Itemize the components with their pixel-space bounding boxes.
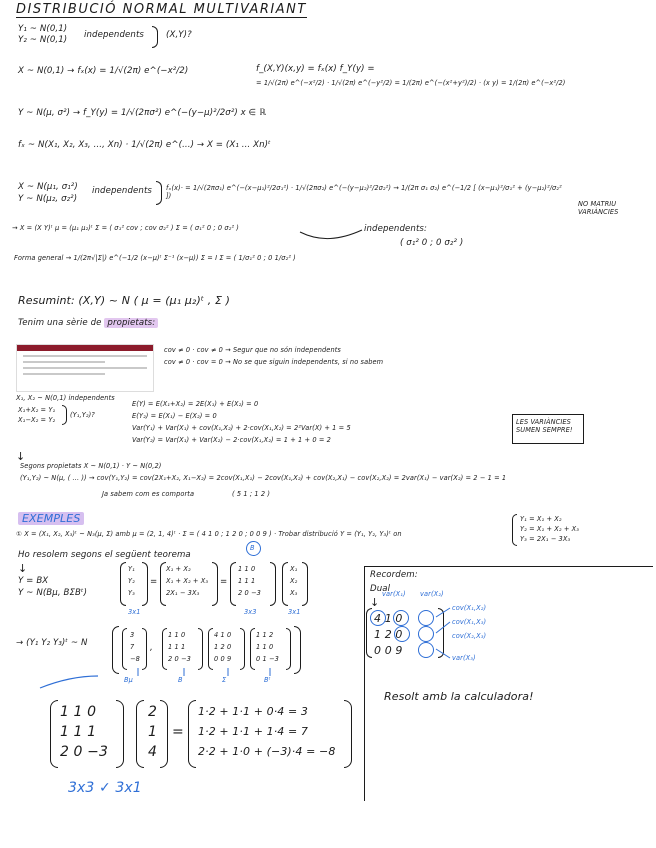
res-bt-3: 0 1 −3: [256, 655, 279, 663]
big-sum-bracket-right: [344, 700, 352, 768]
resum-tenim-highlight: propietats:: [104, 318, 158, 328]
sysvec-2: X₁ + X₂ + X₃: [166, 577, 209, 585]
sysvec-bracket-right: [212, 562, 218, 606]
props-conj: Ja sabem com es comporta: [102, 490, 195, 498]
block2-arrow-line: → X = (X Y)ᵗ μ = (μ₁ μ₂)ᵗ Σ = ( σ₁² cov ; cov σ₂² ) Σ = ( σ₁² 0 ; 0 σ₂² ): [12, 224, 239, 232]
big-sum-3: 2·2 + 1·0 + (−3)·4 = −8: [198, 745, 336, 758]
exemples-sys-2: Y₂ = X₁ + X₂ + X₃: [520, 525, 580, 533]
block2-y: Y ~ N(μ₂, σ₂²): [18, 194, 78, 204]
exemples-line-2: Ho resolem segons el següent teorema: [18, 550, 191, 560]
yvec-bracket-right: [142, 562, 148, 606]
big-mat-row-1: 1 1 0: [60, 704, 97, 720]
result-outer-bracket-right: [294, 626, 301, 674]
res-s-bracket-left: [208, 628, 213, 670]
resum-cov-1: cov ≠ 0 · cov ≠ 0 → Segur que no són independents: [164, 346, 341, 354]
intro-independent: independents: [84, 30, 145, 40]
yvec-1: Y₁: [128, 565, 135, 573]
result-outer-bracket-left: [112, 626, 119, 674]
block2-forma: Forma general → 1/(2π√|Σ|) e^(−1/2 (x−μ)ᵗ Σ⁻¹ (x−μ)) Σ = I Σ = ( 1/σ₁² 0 ; 0 1/σ₂² ): [14, 254, 296, 262]
sysvec-1: X₁ + X₂: [166, 565, 191, 573]
props-note: LES VARIÀNCIES SUMEN SEMPRE!: [516, 418, 573, 434]
xvec-bracket-left: [282, 562, 288, 606]
equals-sign-2: =: [220, 577, 228, 587]
recordem-ann-cov13: cov(X₁,X₃): [452, 618, 487, 626]
xvec-bracket-right: [302, 562, 308, 606]
big-vec-bracket-left: [136, 700, 144, 768]
dim-label-1: 3x1: [128, 608, 141, 616]
exemples-yb: Y = BX: [18, 576, 49, 586]
props-e2: E(Y₂) = E(X₁) − E(X₂) = 0: [132, 412, 217, 420]
recordem-circle-6: [418, 626, 434, 642]
props-pair: (Y₁,Y₂)?: [70, 411, 95, 419]
bmat-row-3: 2 0 −3: [238, 589, 261, 597]
recordem-title: Recordem:: [370, 570, 418, 580]
big-vec-bracket-right: [160, 700, 168, 768]
xvec-3: X₃: [290, 589, 298, 597]
bmat-bracket-left: [230, 562, 236, 606]
big-sum-2: 1·2 + 1·1 + 1·4 = 7: [198, 725, 309, 738]
recordem-mat-bracket-right: [438, 608, 444, 658]
res-mu-bracket-right: [142, 628, 147, 670]
recordem-row-2: 1 2 0: [374, 628, 403, 641]
recordem-circle-1: [370, 610, 386, 626]
matrix-b-label: B: [250, 544, 255, 552]
recordem-row-3: 0 0 9: [374, 644, 403, 657]
xvec-2: X₂: [290, 577, 298, 585]
res-bt-2: 1 1 0: [256, 643, 274, 651]
recordem-circle-3: [418, 642, 434, 658]
recordem-circle-4: [393, 610, 409, 626]
block2-formula: fₓ(x)· = 1/√(2πσ₁) e^(−(x−μ₁)²/2σ₁²) · 1/√(2πσ₂) e^(−(y−μ₂)²/2σ₂²) → 1/(2π σ₁ σ₂) e^(−1/2 [ (x−μ₁)²/σ₁² + (y−μ₂)²/σ₂² ]): [166, 184, 562, 200]
intro-line-2: Y₂ ~ N(0,1): [18, 35, 68, 45]
bmat-row-1: 1 1 0: [238, 565, 256, 573]
resum-cov-2: cov ≠ 0 · cov = 0 → No se que siguin independents, si no sabem: [164, 358, 384, 366]
props-x2: X₁−X₂ = Y₂: [18, 416, 56, 424]
recordem-circle-2: [394, 626, 410, 642]
props-bracket: [62, 405, 67, 425]
props-cov: (Y₁,Y₂) ~ N(μ, ( ... )) → cov(Y₁,Y₂) = cov(2X₁+X₂, X₁−X₂) = 2cov(X₁,X₁) − 2cov(X₁,X₂) + cov(X₂,X₁) − cov(X₂,X₂) = 2var(X₁) − var(X₂) = 2 − 1 = 1: [20, 474, 507, 482]
recordem-ann-cov23: cov(X₂,X₃): [452, 632, 487, 640]
res-s-bracket-right: [240, 628, 245, 670]
exemples-arrow: ↓: [18, 562, 28, 575]
result-lhs: → (Y₁ Y₂ Y₃)ᵗ ~ N: [16, 638, 88, 648]
result-label-b: B: [178, 676, 183, 684]
big-vec-1: 2: [148, 704, 158, 720]
res-bt-1: 1 1 2: [256, 631, 274, 639]
res-b-bracket-left: [162, 628, 167, 670]
bmat-row-2: 1 1 1: [238, 577, 256, 585]
res-mu-3: −8: [130, 655, 140, 663]
big-mat-row-3: 2 0 −3: [60, 744, 108, 760]
bmat-bracket-right: [270, 562, 276, 606]
props-mat: ( 5 1 ; 1 2 ): [232, 490, 271, 498]
res-s-3: 0 0 9: [214, 655, 232, 663]
resum-line: Resumint: (X,Y) ~ N ( μ = (μ₁ μ₂)ᵗ , Σ ): [18, 294, 231, 307]
props-x1: X₁+X₂ = Y₁: [18, 406, 56, 414]
intro-line-5: fₓ ~ N(X₁, X₂, X₃, ..., Xn) · 1/√(2π) e^(...) → X = (X₁ ... Xn)ᵗ: [18, 140, 271, 150]
recordem-arrow: ↓: [370, 596, 380, 609]
resum-tenim-prefix: Tenim una sèrie de: [18, 318, 102, 328]
sysvec-3: 2X₁ − 3X₃: [166, 589, 200, 597]
recordem-ann-cov12: cov(X₁,X₂): [452, 604, 487, 612]
res-s-2: 1 2 0: [214, 643, 232, 651]
intro-line-3: X ~ N(0,1) → fₓ(x) = 1/√(2π) e^(−x²/2): [18, 66, 189, 76]
exemples-label: [18, 512, 84, 525]
yvec-3: Y₃: [128, 589, 135, 597]
yvec-2: Y₂: [128, 577, 135, 585]
props-head: X₁, X₂ ~ N(0,1) independents: [16, 394, 115, 402]
big-mat-bracket-right: [116, 700, 124, 768]
recordem-sub: Dual: [370, 584, 391, 594]
block2-independents: independents: [92, 186, 153, 196]
exemples-line-1: ① X = (X₁, X₂, X₃)ᵗ ~ N₃(μ, Σ) amb μ = (2, 1, 4)ᵗ · Σ = ( 4 1 0 ; 1 2 0 ; 0 0 9 ) · Trobar distribució Y = (Y₁, Y₂, Y₃)ᵗ on: [16, 530, 402, 538]
exemples-label-text: EXEMPLES: [18, 512, 84, 525]
recordem-circle-5: [418, 610, 434, 626]
big-sum-bracket-left: [188, 700, 196, 768]
intro-bracket: [152, 26, 158, 48]
intro-line-4: Y ~ N(μ, σ²) → f_Y(y) = 1/√(2πσ²) e^(−(y−μ)²/2σ²) x ∈ ℝ: [18, 108, 266, 118]
exemples-sys-3: Y₃ = 2X₁ − 3X₃: [520, 535, 571, 543]
block2-note: NO MATRIU VARIÀNCIES: [578, 200, 619, 216]
yvec-bracket-left: [120, 562, 126, 606]
res-mu-2: 7: [130, 643, 135, 651]
res-b-2: 1 1 1: [168, 643, 186, 651]
res-b-3: 2 0 −3: [168, 655, 191, 663]
props-e3: Var(Y₁) + Var(X₁) + cov(X₁,X₂) + 2·cov(X₁,X₂) = 2²Var(X) + 1 = 5: [132, 424, 351, 432]
recordem-foot: Resolt amb la calculadora!: [384, 690, 534, 703]
xvec-1: X₁: [290, 565, 298, 573]
big-mat-row-2: 1 1 1: [60, 724, 97, 740]
embedded-slide-thumbnail: [16, 344, 154, 392]
res-mu-bracket-left: [122, 628, 127, 670]
dim-label-3: 3x1: [288, 608, 301, 616]
block2-x: X ~ N(μ₁, σ₁²): [18, 182, 78, 192]
props-e1: E(Y) = E(X₁+X₂) = 2E(X₁) + E(X₂) = 0: [132, 400, 259, 408]
res-bt-bracket-left: [250, 628, 255, 670]
recordem-ann-var3: var(X₃): [452, 654, 476, 662]
intro-line-1: Y₁ ~ N(0,1): [18, 24, 68, 34]
equals-sign-1: =: [150, 577, 158, 587]
recordem-row-1: 4 1 0: [374, 612, 403, 625]
big-vec-2: 1: [148, 724, 158, 740]
recordem-ann-var1: var(X₁): [382, 590, 406, 598]
page-title: DISTRIBUCIÓ NORMAL MULTIVARIANT: [16, 2, 307, 17]
recordem-box: [364, 566, 653, 801]
res-b-1: 1 1 0: [168, 631, 186, 639]
big-equals: =: [172, 724, 184, 740]
result-label-sigma: Σ: [222, 676, 227, 684]
block2-indep-matrix: ( σ₁² 0 ; 0 σ₂² ): [400, 238, 464, 248]
res-mu-1: 3: [130, 631, 135, 639]
big-mat-bracket-left: [50, 700, 58, 768]
exemples-sys-bracket: [512, 514, 517, 546]
intro-right-1: f_(X,Y)(x,y) = fₓ(x) f_Y(y) =: [256, 64, 375, 74]
result-comma: ,: [150, 643, 153, 653]
big-vec-3: 4: [148, 744, 158, 760]
result-label-bt: Bᵗ: [264, 676, 271, 684]
recordem-ann-var2: var(X₂): [420, 590, 444, 598]
big-sum-1: 1·2 + 1·1 + 0·4 = 3: [198, 705, 309, 718]
props-e4: Var(Y₂) = Var(X₁) + Var(X₂) − 2·cov(X₁,X₂) = 1 + 1 + 0 = 2: [132, 436, 331, 444]
dimension-check: 3x3 ✓ 3x1: [68, 780, 142, 796]
intro-vector: (X,Y)?: [166, 30, 192, 40]
res-s-1: 4 1 0: [214, 631, 232, 639]
props-arrow: ↓: [16, 450, 26, 463]
block2-bracket: [156, 181, 162, 205]
exemples-sys-1: Y₁ = X₁ + X₂: [520, 515, 562, 523]
dim-label-2: 3x3: [244, 608, 257, 616]
props-seg: Segons propietats X ~ N(0,1) · Y ~ N(0,2): [20, 462, 162, 470]
block2-indep: independents:: [364, 224, 427, 234]
res-bt-bracket-right: [286, 628, 291, 670]
res-b-bracket-right: [198, 628, 203, 670]
resum-tenim: [18, 318, 158, 329]
exemples-yn: Y ~ N(Bμ, BΣBᵗ): [18, 588, 88, 598]
intro-right-2: = 1/√(2π) e^(−x²/2) · 1/√(2π) e^(−y²/2) = 1/(2π) e^(−(x²+y²)/2) · (x y) = 1/(2π) e^(−x²/2): [256, 79, 566, 87]
result-label-bmu: Bμ: [124, 676, 133, 684]
